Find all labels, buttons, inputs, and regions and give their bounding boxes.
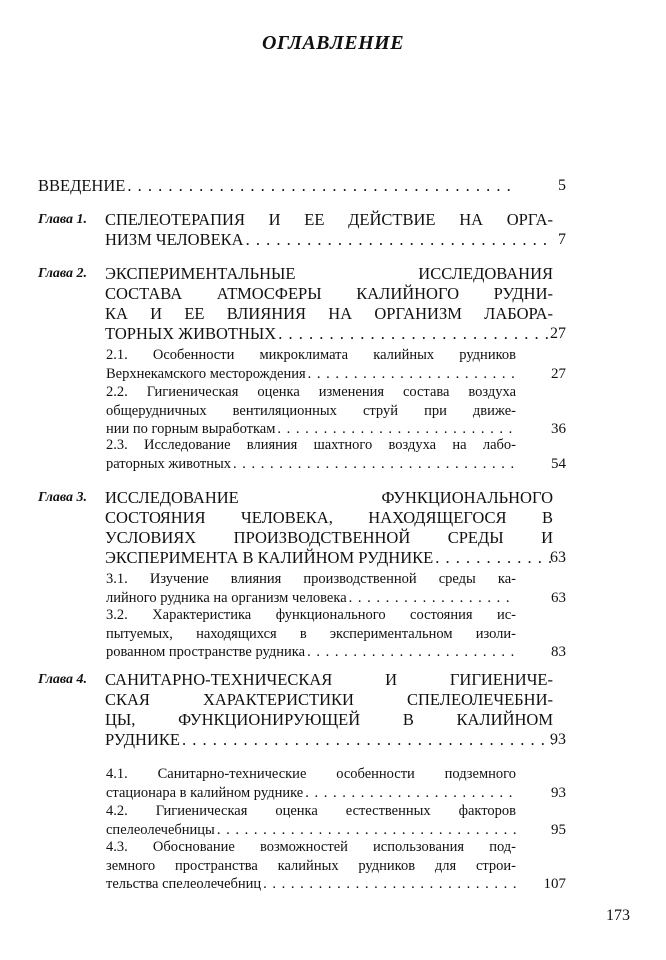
toc-entry-text-line: раторных животных . . .: [106, 455, 516, 474]
toc-page-number: 36: [551, 421, 566, 437]
toc-entry-text-line: РУДНИКЕ . . .: [105, 730, 553, 750]
toc-entry-text-line: ЭКСПЕРИМЕНТАЛЬНЫЕ ИССЛЕДОВАНИЯ: [105, 264, 553, 283]
page-title: ОГЛАВЛЕНИЕ: [261, 32, 405, 54]
toc-page-number: 63: [551, 589, 566, 606]
toc-entry-text-line: САНИТАРНО-ТЕХНИЧЕСКАЯ И ГИГИЕНИЧЕ-: [105, 670, 553, 689]
leader-dots: [246, 230, 553, 250]
toc-entry-text-line: КА И ЕЕ ВЛИЯНИЯ НА ОРГАНИЗМ ЛАБОРА-: [105, 304, 553, 323]
toc-entry-text-line: пытуемых, находящихся в экспериментальном изоли-: [106, 625, 516, 642]
toc-page-number: 54: [551, 455, 566, 472]
chapter-label: Глава 2.: [38, 266, 88, 281]
toc-entry-text-line: 2.3. Исследование влияния шахтного воздуха на лабо-: [106, 437, 516, 453]
toc-entry-text-line: СОСТАВА АТМОСФЕРЫ КАЛИЙНОГО РУДНИ-: [105, 284, 553, 303]
leader-dots: [308, 365, 516, 384]
toc-page-number: 7: [558, 231, 566, 248]
toc-entry-text-line: 2.2. Гигиеническая оценка изменения состава воздуха: [106, 384, 516, 400]
leader-dots: [278, 324, 553, 344]
toc-entry-text-line: рованном пространстве рудника . . .: [106, 643, 516, 662]
toc-page-number: 27: [550, 325, 566, 342]
chapter-label: Глава 4.: [38, 672, 88, 687]
leader-dots: [127, 176, 516, 196]
toc-entry-text-line: СОСТОЯНИЯ ЧЕЛОВЕКА, НАХОДЯЩЕГОСЯ В: [105, 508, 553, 527]
toc-entry-text-line: ЭКСПЕРИМЕНТА В КАЛИЙНОМ РУДНИКЕ . . .: [105, 548, 553, 568]
toc-page-number: 27: [551, 365, 566, 382]
toc-page-number: 95: [551, 821, 566, 838]
toc-entry-text-line: СКАЯ ХАРАКТЕРИСТИКИ СПЕЛЕОЛЕЧЕБНИ-: [105, 690, 553, 709]
toc-entry-text-line: Верхнекамского месторождения . . .: [106, 365, 516, 384]
page-number: 173: [606, 907, 630, 924]
toc-entry-text-line: 3.1. Изучение влияния производственной среды ка-: [106, 571, 516, 587]
toc-entry-text-line: 4.1. Санитарно-технические особенности подземного: [106, 766, 516, 782]
chapter-label: Глава 1.: [38, 212, 88, 227]
toc-entry-text-line: ИССЛЕДОВАНИЕ ФУНКЦИОНАЛЬНОГО: [105, 488, 553, 507]
toc-page-number: 93: [551, 784, 566, 801]
chapter-label: Глава 3.: [38, 490, 88, 505]
toc-entry-text-line: лийного рудника на организм человека . . .: [106, 589, 516, 608]
toc-page-number: 93: [550, 731, 566, 748]
toc-entry-text-line: стационара в калийном руднике . . .: [106, 784, 516, 803]
toc-entry-text-line: ВВЕДЕНИЕ . . .: [38, 176, 516, 196]
toc-entry-text-line: нии по горным выработкам . . .: [106, 420, 516, 439]
toc-entry-text-line: УСЛОВИЯХ ПРОИЗВОДСТВЕННОЙ СРЕДЫ И: [105, 528, 553, 547]
toc-page-number: 5: [558, 177, 566, 194]
toc-entry-text-line: НИЗМ ЧЕЛОВЕКА . . .: [105, 230, 553, 250]
leader-dots: [233, 455, 516, 474]
toc-entry-text-line: ЦЫ, ФУНКЦИОНИРУЮЩЕЙ В КАЛИЙНОМ: [105, 710, 553, 729]
toc-page-number: 107: [543, 876, 566, 892]
toc-entry-text-line: общерудничных вентиляционных струй при движе-: [106, 402, 516, 419]
leader-dots: [305, 784, 516, 803]
toc-entry-text-line: 4.3. Обоснование возможностей использования под-: [106, 839, 516, 855]
toc-entry-text-line: 4.2. Гигиеническая оценка естественных факторов: [106, 803, 516, 819]
toc-entry-text-line: ТОРНЫХ ЖИВОТНЫХ . . .: [105, 324, 553, 344]
toc-page-number: 83: [551, 644, 566, 660]
leader-dots: [349, 589, 516, 608]
toc-entry-text-line: тельства спелеолечебниц . . .: [106, 875, 516, 894]
toc-entry-text-line: спелеолечебницы . . .: [106, 821, 516, 840]
leader-dots: [307, 643, 516, 662]
toc-entry-text-line: 3.2. Характеристика функционального состояния ис-: [106, 607, 516, 623]
leader-dots: [182, 730, 553, 750]
toc-page-number: 63: [550, 549, 566, 566]
toc-entry-text-line: земного пространства калийных рудников для строи-: [106, 857, 516, 874]
toc-entry-text-line: 2.1. Особенности микроклимата калийных рудников: [106, 347, 516, 363]
leader-dots: [217, 821, 516, 840]
toc-entry-text-line: СПЕЛЕОТЕРАПИЯ И ЕЕ ДЕЙСТВИЕ НА ОРГА-: [105, 210, 553, 229]
leader-dots: [263, 875, 516, 894]
